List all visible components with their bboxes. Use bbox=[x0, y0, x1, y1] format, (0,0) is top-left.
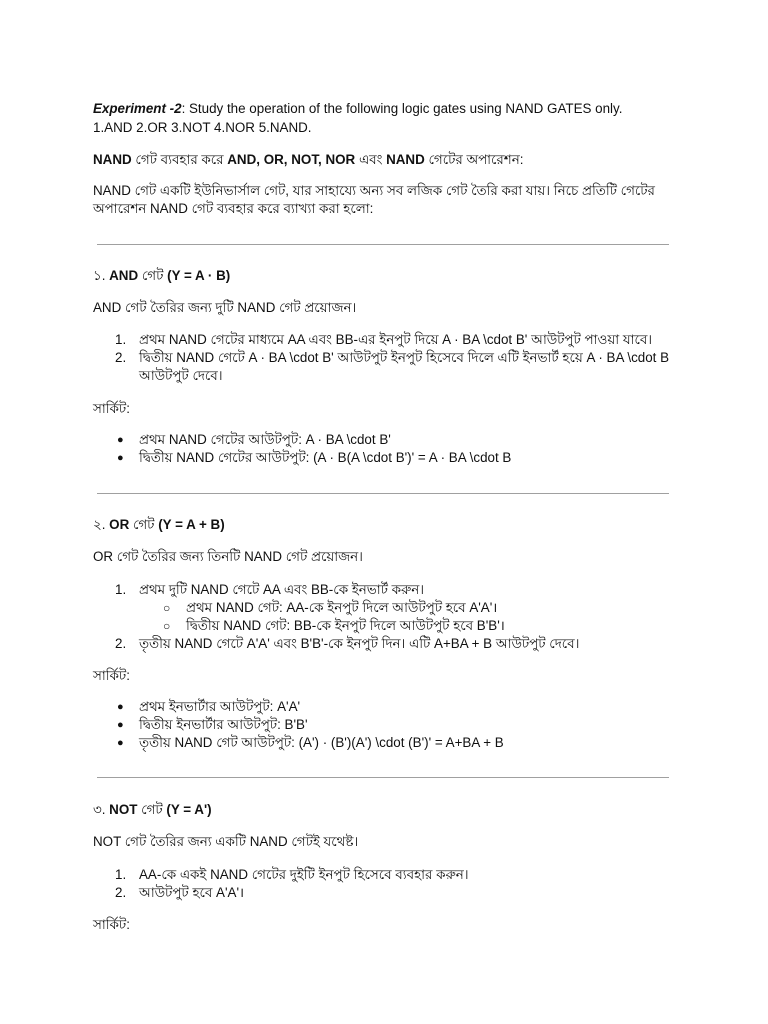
or-bullets bbox=[93, 698, 683, 752]
experiment-text: : Study the operation of the following logic gates using NAND GATES only. bbox=[181, 101, 623, 116]
section-title: OR bbox=[109, 517, 130, 532]
bullet-text: দ্বিতীয় NAND গেটের আউটপুট: (A · B(A \cdot B')' = A · BA \cdot B bbox=[139, 450, 512, 465]
list-item bbox=[93, 331, 683, 349]
bullet-text: প্রথম NAND গেটের আউটপুট: A · BA \cdot B' bbox=[139, 432, 391, 447]
divider bbox=[97, 493, 669, 494]
or-section-heading bbox=[93, 516, 683, 534]
gate-list: 1.AND 2.OR 3.NOT 4.NOR 5.NAND. bbox=[93, 120, 312, 135]
not-circuit-label: সার্কিট: bbox=[93, 917, 130, 932]
step-text: AA-কে একই NAND গেটের দুইটি ইনপুট হিসেবে ব্যবহার করুন। bbox=[139, 867, 469, 882]
not-section-heading bbox=[93, 801, 683, 819]
heading-text-2: এবং bbox=[355, 152, 387, 167]
list-item bbox=[93, 431, 683, 449]
bullet-icon: ● bbox=[117, 719, 124, 731]
circle-bullet-icon: ○ bbox=[163, 619, 171, 633]
section-title-suffix: গেট bbox=[129, 517, 159, 532]
section-formula: (Y = A + B) bbox=[158, 517, 225, 532]
intro-description: NAND গেট একটি ইউনিভার্সাল গেট, যার সাহায্যে অন্য সব লজিক গেট তৈরি করা যায়। নিচে প্রতিটি গেটের অপারেশন NAND গেট ব্যবহার করে ব্যাখ্যা করা হলো: bbox=[93, 183, 655, 216]
divider bbox=[97, 244, 669, 245]
list-number: 1. bbox=[115, 332, 127, 347]
list-number: 2. bbox=[115, 350, 127, 365]
bullet-icon: ● bbox=[117, 452, 124, 464]
list-item bbox=[93, 866, 683, 884]
section-title: AND bbox=[109, 268, 139, 283]
bullet-icon: ● bbox=[117, 701, 124, 713]
list-item bbox=[93, 635, 683, 653]
list-item bbox=[93, 716, 683, 734]
bullet-icon: ● bbox=[117, 434, 124, 446]
or-requirement: OR গেট তৈরির জন্য তিনটি NAND গেট প্রয়োজন। bbox=[93, 549, 363, 564]
not-requirement: NOT গেট তৈরির জন্য একটি NAND গেটই যথেষ্ট। bbox=[93, 834, 359, 849]
list-item bbox=[93, 581, 683, 599]
section-title-suffix: গেট bbox=[138, 268, 168, 283]
step-text: প্রথম NAND গেটের মাধ্যমে AA এবং BB-এর ইনপুট দিয়ে A · BA \cdot B' আউটপুট পাওয়া যাবে। bbox=[139, 332, 653, 347]
main-heading bbox=[93, 151, 683, 169]
bullet-text: দ্বিতীয় ইনভার্টার আউটপুট: B'B' bbox=[139, 717, 308, 732]
and-steps bbox=[93, 331, 683, 385]
bullet-icon: ● bbox=[117, 737, 124, 749]
step-text: দ্বিতীয় NAND গেটে A · BA \cdot B' আউটপুট ইনপুট হিসেবে দিলে এটি ইনভার্ট হয়ে A · BA \cdot B আউটপুট দেবে। bbox=[139, 350, 670, 383]
section-number: ১. bbox=[93, 268, 110, 283]
not-steps bbox=[93, 866, 683, 902]
experiment-title-line bbox=[93, 100, 683, 118]
bullet-text: তৃতীয় NAND গেট আউটপুট: (A') · (B')(A') \cdot (B')' = A+BA + B bbox=[139, 735, 504, 750]
bullet-text: প্রথম ইনভার্টার আউটপুট: A'A' bbox=[139, 699, 301, 714]
heading-text-3: গেটের অপারেশন: bbox=[424, 152, 524, 167]
or-steps bbox=[93, 581, 683, 653]
or-circuit-label: সার্কিট: bbox=[93, 668, 130, 683]
heading-nand-2: NAND bbox=[386, 152, 425, 167]
and-section-heading bbox=[93, 267, 683, 285]
heading-text-1: গেট ব্যবহার করে bbox=[131, 152, 228, 167]
section-title-suffix: গেট bbox=[137, 802, 167, 817]
section-title: NOT bbox=[109, 802, 138, 817]
list-item bbox=[93, 884, 683, 902]
heading-gates: AND, OR, NOT, NOR bbox=[227, 152, 356, 167]
circle-bullet-icon: ○ bbox=[163, 601, 171, 615]
and-bullets bbox=[93, 431, 683, 467]
list-number: 1. bbox=[115, 867, 127, 882]
step-text: তৃতীয় NAND গেটে A'A' এবং B'B'-কে ইনপুট দিন। এটি A+BA + B আউটপুট দেবে। bbox=[139, 636, 580, 651]
section-formula: (Y = A') bbox=[166, 802, 212, 817]
substep-text: দ্বিতীয় NAND গেট: BB-কে ইনপুট দিলে আউটপুট হবে B'B'। bbox=[186, 618, 505, 633]
list-item bbox=[93, 349, 683, 385]
section-formula: (Y = A · B) bbox=[167, 268, 231, 283]
divider bbox=[97, 777, 669, 778]
list-number: 2. bbox=[115, 885, 127, 900]
section-number: ২. bbox=[93, 517, 110, 532]
step-text: আউটপুট হবে A'A'। bbox=[139, 885, 245, 900]
list-item bbox=[93, 698, 683, 716]
and-requirement: AND গেট তৈরির জন্য দুটি NAND গেট প্রয়োজন। bbox=[93, 300, 357, 315]
list-number: 2. bbox=[115, 636, 127, 651]
list-number: 1. bbox=[115, 582, 127, 597]
and-circuit-label: সার্কিট: bbox=[93, 401, 130, 416]
list-item bbox=[93, 734, 683, 752]
heading-nand: NAND bbox=[93, 152, 132, 167]
experiment-label: Experiment -2 bbox=[93, 101, 182, 116]
substep-text: প্রথম NAND গেট: AA-কে ইনপুট দিলে আউটপুট হবে A'A'। bbox=[186, 600, 498, 615]
step-text: প্রথম দুটি NAND গেটে AA এবং BB-কে ইনভার্ট করুন। bbox=[139, 582, 425, 597]
list-item bbox=[93, 449, 683, 467]
sub-list-item bbox=[93, 599, 683, 617]
sub-list-item bbox=[93, 617, 683, 635]
section-number: ৩. bbox=[93, 802, 110, 817]
